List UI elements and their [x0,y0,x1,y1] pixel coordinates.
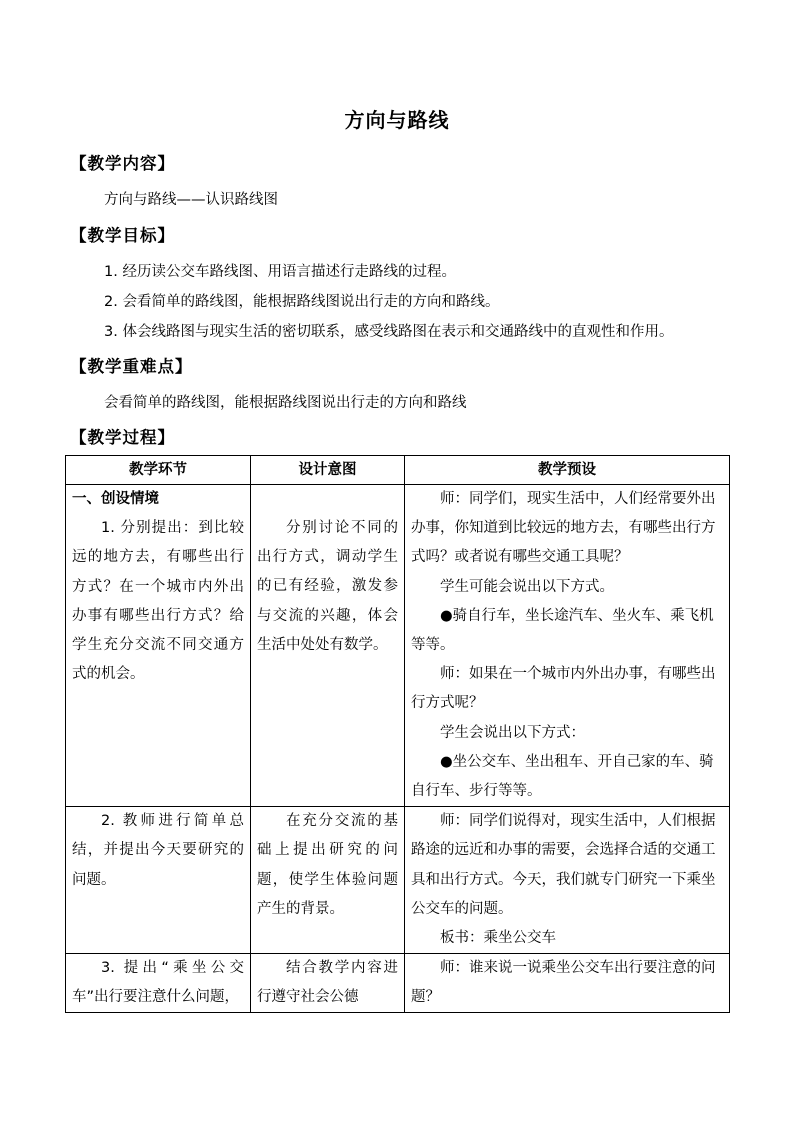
preset-cell [405,954,730,1013]
stage-cell [66,807,251,954]
stage-text: 1. 分别提出：到比较远的地方去，有哪些出行方式？在一个城市内外出办事有哪些出行方式？给学生充分交流不同交通方式的机会。 [72,520,244,683]
stage-text: 3. 提出“乘坐公交车”出行要注意什么问题， [72,960,244,1006]
stage-cell [66,954,251,1013]
preset-cell [405,807,730,954]
preset-line: 学生可能会说出以下方式。 [440,578,614,595]
section-heading-process: 【教学过程】 [70,428,175,447]
intent-text: 分别讨论不同的出行方式，调动学生的已有经验，激发参与交流的兴趣，体会生活中处处有数学。 [257,520,398,653]
section-heading-goals: 【教学目标】 [70,226,175,245]
preset-cell [405,485,730,807]
intent-text: 在充分交流的基础上提出研究的问题，使学生体验问题产生的背景。 [257,813,398,917]
goal-item-1: 1. 经历读公交车路线图、用语言描述行走路线的过程。 [104,264,456,280]
document-title: 方向与路线 [344,108,450,132]
key-points-text: 会看简单的路线图，能根据路线图说出行走的方向和路线 [104,395,467,411]
preset-line: 板书：乘坐公交车 [440,930,556,947]
content-text: 方向与路线——认识路线图 [104,192,278,208]
header-intent: 设计意图 [251,456,405,485]
preset-line: ●骑自行车，坐长途汽车、坐火车、乘飞机等等。 [411,607,714,654]
process-table [65,455,730,1013]
stage-text: 2. 教师进行简单总结，并提出今天要研究的问题。 [72,813,244,888]
preset-line: 师：同学们说得对，现实生活中，人们根据路途的远近和办事的需要，会选择合适的交通工具和出行方式。今天，我们就专门研究一下乘坐公交车的问题。 [411,813,716,917]
table-header-row [66,456,730,485]
intent-text: 结合教学内容进行遵守社会公德 [257,960,398,1006]
preset-line: 师：同学们，现实生活中，人们经常要外出办事，你知道到比较远的地方去，有哪些出行方式吗？或者说有哪些交通工具呢？ [411,491,716,566]
stage-cell [66,485,251,807]
table-row [66,954,730,1013]
intent-cell [251,485,405,807]
preset-line: 学生会说出以下方式： [440,724,585,741]
goal-item-3: 3. 体会线路图与现实生活的密切联系，感受线路图在表示和交通路线中的直观性和作用。 [104,324,674,340]
table-row [66,807,730,954]
header-preset: 教学预设 [405,456,730,485]
header-stage: 教学环节 [66,456,251,485]
preset-line: ●坐公交车、坐出租车、开自己家的车、骑自行车、步行等等。 [411,753,714,800]
goal-item-2: 2. 会看简单的路线图，能根据路线图说出行走的方向和路线。 [104,294,500,310]
preset-line: 师：如果在一个城市内外出办事，有哪些出行方式呢？ [411,666,716,712]
section-heading-key-points: 【教学重难点】 [70,357,193,376]
preset-line: 师：谁来说一说乘坐公交车出行要注意的问题？ [411,960,716,1006]
table-row [66,485,730,807]
intent-cell [251,807,405,954]
section-heading-content: 【教学内容】 [70,154,175,173]
intent-cell [251,954,405,1013]
stage-title: 一、创设情境 [72,491,159,507]
